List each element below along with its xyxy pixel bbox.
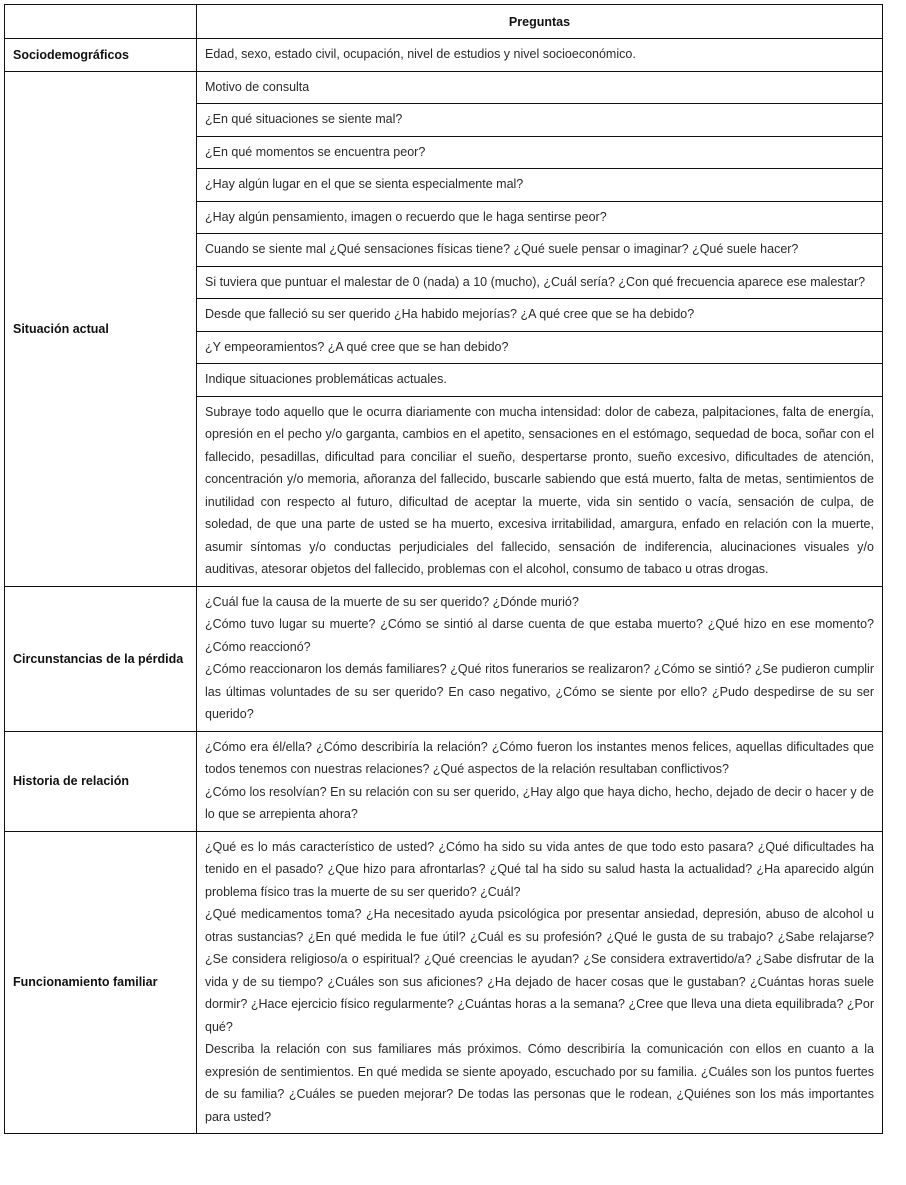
question-paragraph: ¿Cómo reaccionaron los demás familiares? ¿Qué ritos funerarios se realizaron? ¿Cómo se sintió? ¿Se pudieron cumplir las últimas voluntades de su ser querido? En caso negativo, ¿Cómo se siente por ello? ¿Pudo despedirse de su ser querido? [205,662,874,721]
table-row [5,831,883,1134]
question-cell [197,831,883,1134]
question-cell: ¿En qué situaciones se siente mal? [197,104,883,137]
question-paragraph: ¿Cómo los resolvían? En su relación con su ser querido, ¿Hay algo que haya dicho, hecho, dejado de decir o hacer y de lo que se arrepienta ahora? [205,784,874,821]
question-paragraph: ¿Cómo tuvo lugar su muerte? ¿Cómo se sintió al darse cuenta de que estaba muerto? ¿Qué hizo en ese momento? ¿Cómo reaccionó? [205,617,874,654]
question-cell-symptoms: Subraye todo aquello que le ocurra diariamente con mucha intensidad: dolor de cabeza, palpitaciones, falta de energía, opresión en el pecho y/o garganta, cambios en el apetito, sensaciones en el estómago, sequedad de boca, soñar con el fallecido, pesadillas, dificultad para conciliar el sueño, despertarse pronto, sueño excesivo, dificultades de atención, concentración y/o memoria, añoranza del fallecido, buscarle sabiendo que está muerto, falta de metas, sentimientos de inutilidad con respecto al futuro, dificultad de aceptar la muerte, vida sin sentido o vacía, sensación de culpa, de soledad, de que una parte de usted se ha muerto, excesiva irritabilidad, amargura, enfado en relación con la muerte, asumir síntomas y/o conductas perjudiciales del fallecido, sensación de indiferencia, alucinaciones visuales y/o auditivas, atesorar objetos del fallecido, problemas con el alcohol, consumo de tabaco u otras drogas. [197,396,883,586]
header-questions-cell: Preguntas [197,5,883,39]
table-row [5,39,883,72]
category-situacion-actual: Situación actual [5,71,197,586]
question-cell: Desde que falleció su ser querido ¿Ha habido mejorías? ¿A qué cree que se ha debido? [197,299,883,332]
question-paragraph: ¿Cómo era él/ella? ¿Cómo describiría la relación? ¿Cómo fueron los instantes menos felices, aquellas dificultades que todos tenemos con nuestras relaciones? ¿Qué aspectos de la relación resultaban conflictivos? [205,739,874,776]
interview-questions-table [4,4,883,1134]
header-category-cell [5,5,197,39]
question-cell: ¿Y empeoramientos? ¿A qué cree que se han debido? [197,331,883,364]
question-paragraph: ¿Qué es lo más característico de usted? ¿Cómo ha sido su vida antes de que todo esto pasara? ¿Qué dificultades ha tenido en el pasado? ¿Que hizo para afrontarlas? ¿Qué tal ha sido su salud hasta la actualidad? ¿Ha aparecido algún problema físico tras la muerte de su ser querido? ¿Cuál? [205,839,874,899]
question-cell: ¿Hay algún lugar en el que se sienta especialmente mal? [197,169,883,202]
question-cell: Si tuviera que puntuar el malestar de 0 (nada) a 10 (mucho), ¿Cuál sería? ¿Con qué frecuencia aparece ese malestar? [197,266,883,299]
question-paragraph: Describa la relación con sus familiares más próximos. Cómo describiría la comunicación con ellos en cuanto a la expresión de sentimientos. En qué medida se siente apoyado, escuchado por su familia. ¿Cuáles son los puntos fuertes de su familia? ¿Cuáles se pueden mejorar? De todas las personas que le rodean, ¿Quiénes son los más importantes para usted? [205,1042,874,1124]
question-cell: ¿En qué momentos se encuentra peor? [197,136,883,169]
table-row [5,586,883,731]
question-paragraph: ¿Qué medicamentos toma? ¿Ha necesitado ayuda psicológica por presentar ansiedad, depresión, abuso de alcohol u otras sustancias? ¿En qué medida le fue útil? ¿Cuál es su profesión? ¿Qué le gusta de su trabajo? ¿Sabe relajarse? ¿Se considera religioso/a o espiritual? ¿Qué creencias le ayudan? ¿Se considera extravertido/a? ¿Sabe disfrutar de la vida y de su tiempo? ¿Cuáles son sus aficiones? ¿Ha dejado de hacer cosas que le gustaban? ¿Cuántas horas suele dormir? ¿Hace ejercicio físico regularmente? ¿Cuántas horas a la semana? ¿Cree que lleva una dieta equilibrada? ¿Por qué? [205,907,874,1034]
question-paragraph: ¿Cuál fue la causa de la muerte de su ser querido? ¿Dónde murió? [205,594,579,609]
question-cell: Motivo de consulta [197,71,883,104]
category-sociodemograficos: Sociodemográficos [5,39,197,72]
table-row [5,731,883,831]
category-historia-relacion: Historia de relación [5,731,197,831]
question-cell: ¿Hay algún pensamiento, imagen o recuerdo que le haga sentirse peor? [197,201,883,234]
question-cell [197,731,883,831]
header-row [5,5,883,39]
table-row [5,71,883,104]
question-cell: Cuando se siente mal ¿Qué sensaciones físicas tiene? ¿Qué suele pensar o imaginar? ¿Qué suele hacer? [197,234,883,267]
question-cell: Indique situaciones problemáticas actuales. [197,364,883,397]
question-cell: Edad, sexo, estado civil, ocupación, nivel de estudios y nivel socioeconómico. [197,39,883,72]
category-funcionamiento-familiar: Funcionamiento familiar [5,831,197,1134]
category-circunstancias-perdida: Circunstancias de la pérdida [5,586,197,731]
question-cell [197,586,883,731]
